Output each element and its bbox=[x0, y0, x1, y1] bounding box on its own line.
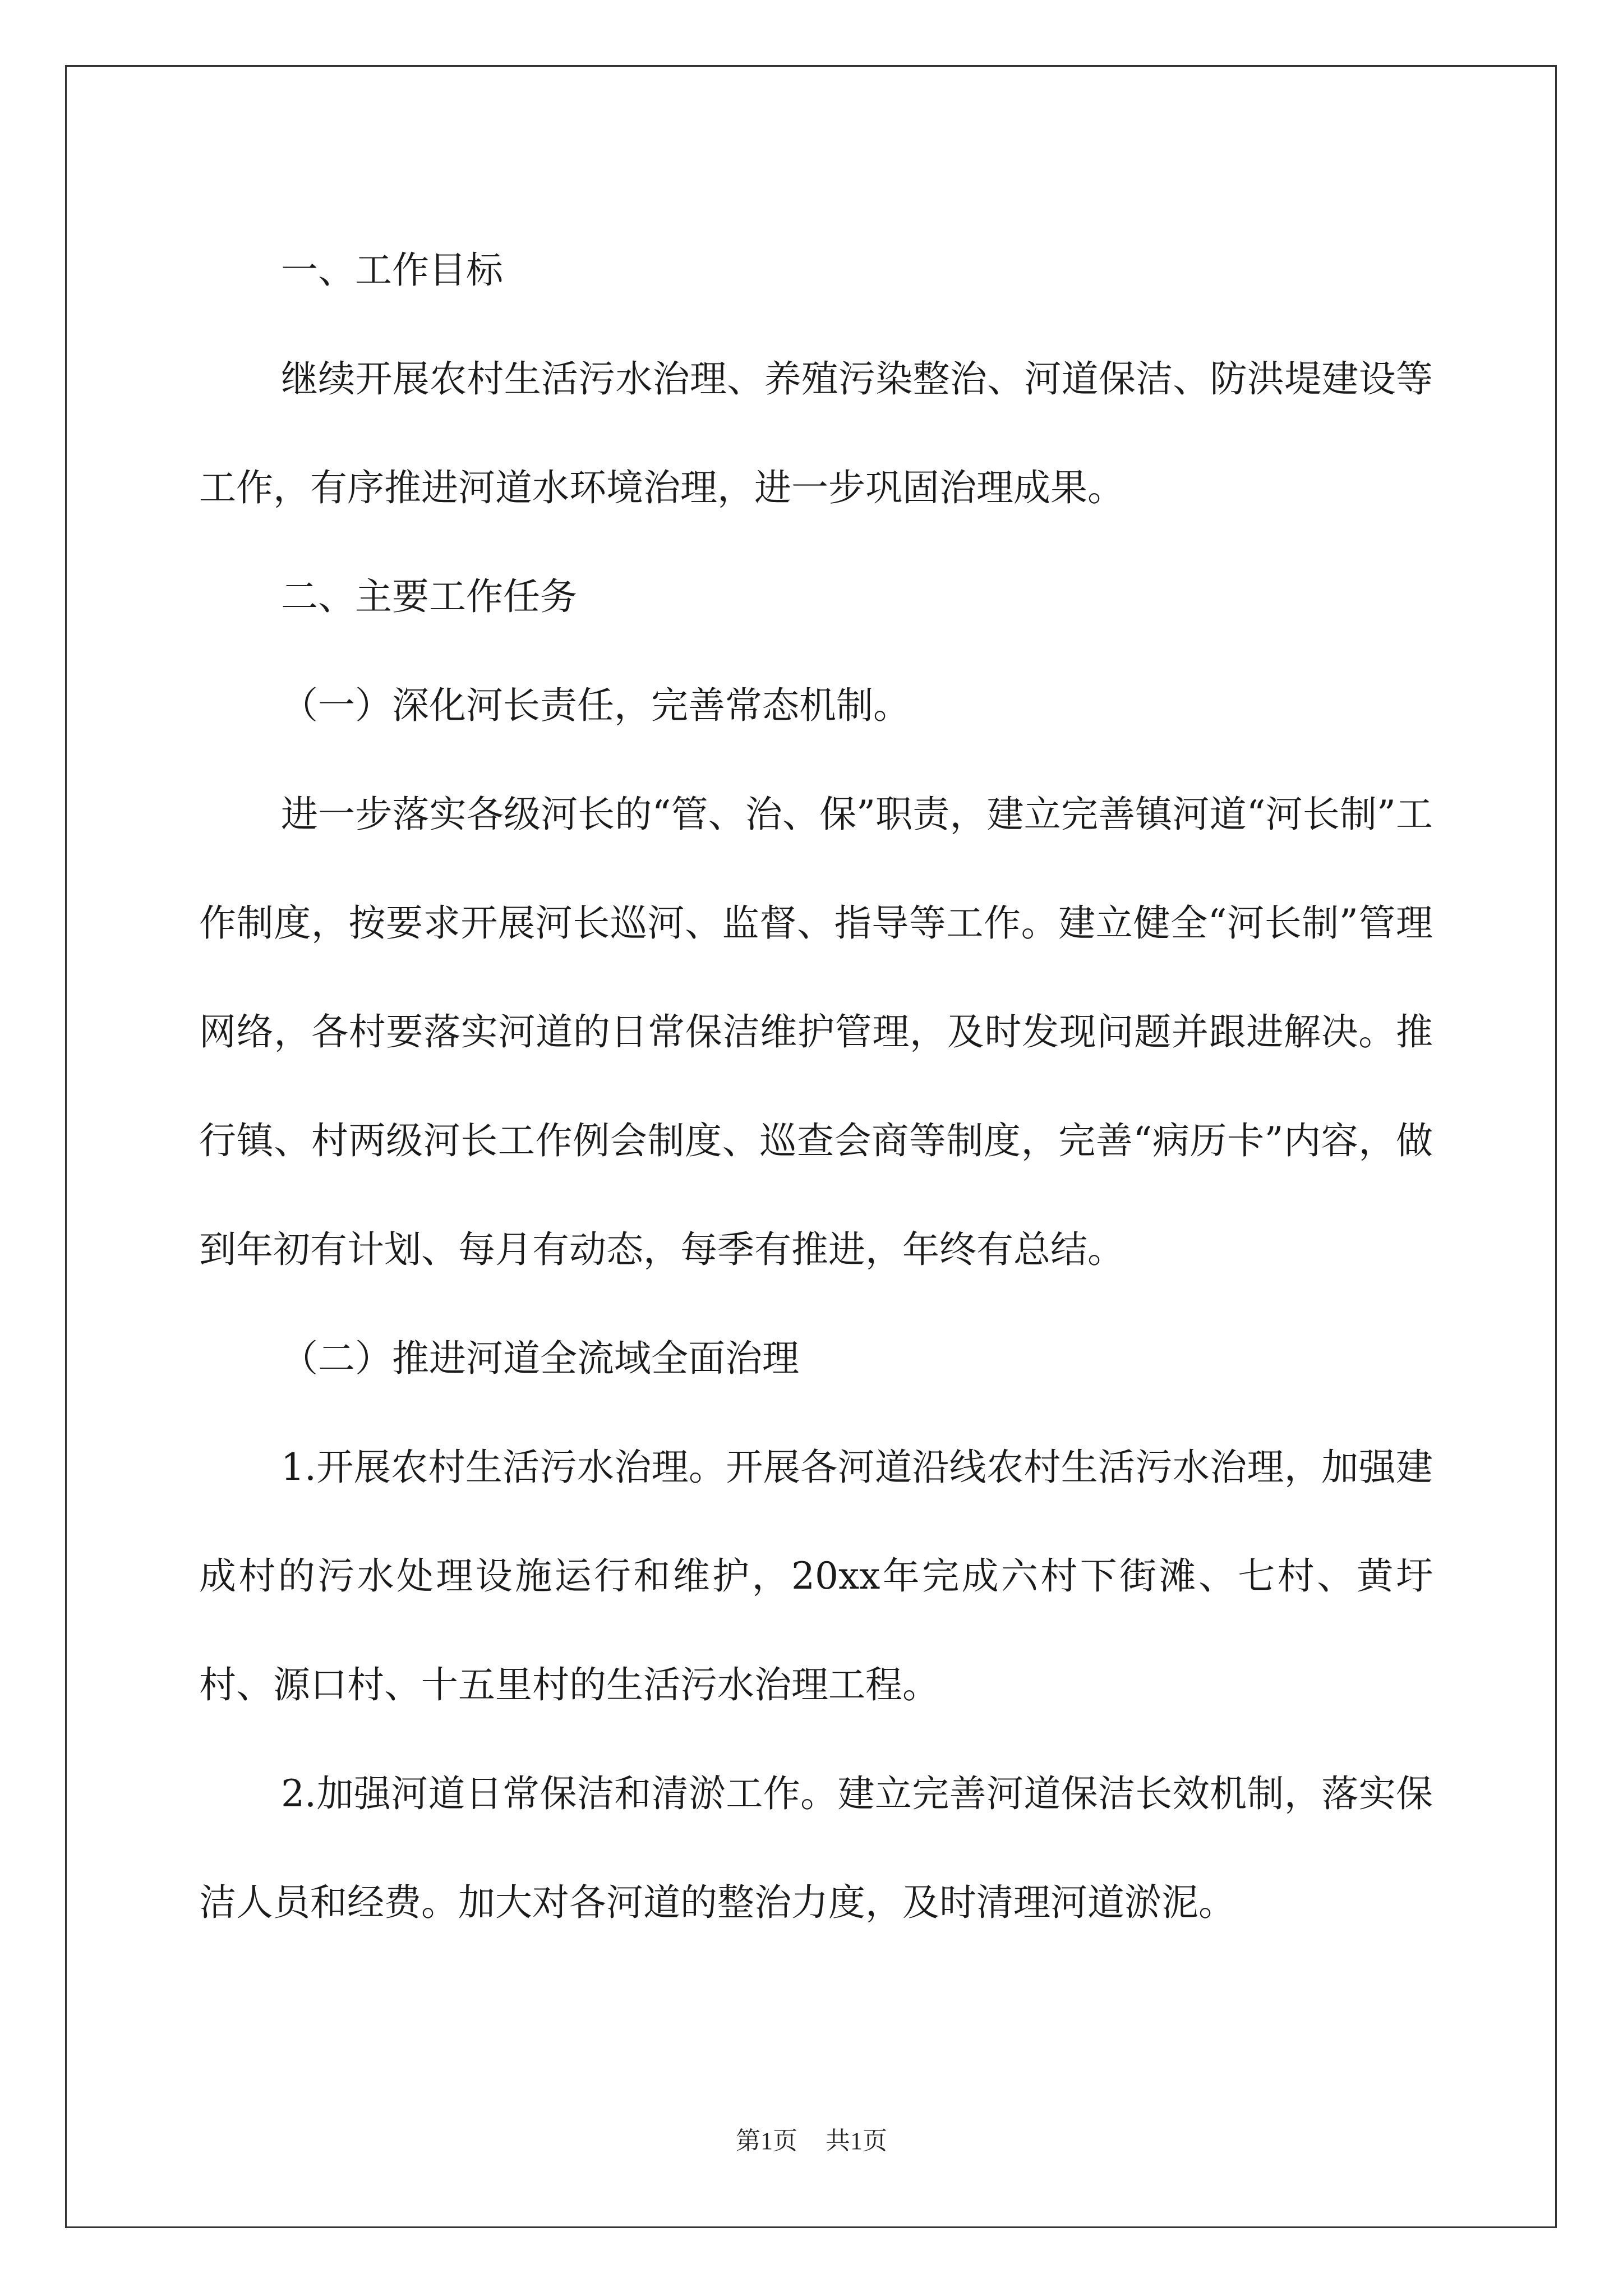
subsection-heading-river-chief: （一）深化河长责任，完善常态机制。 bbox=[281, 684, 910, 727]
page-total-label: 共1页 bbox=[826, 2127, 887, 2155]
section-heading-goals: 一、工作目标 bbox=[281, 249, 503, 292]
paragraph-river-chief: 进一步落实各级河长的“管、治、保”职责，建立完善镇河道“河长制”工作制度，按要求开展河长巡河、监督、指导等工作。建立健全“河长制”管理网络，各村要落实河道的日常保洁维护管理，及时发现问题并跟进解决。推行镇、村两级河长工作例会制度、巡查会商等制度，完善“病历卡”内容，做到年初有计划、每月有动态，每季有推进，年终有总结。 bbox=[199, 793, 1433, 1271]
section-heading-main-tasks: 二、主要工作任务 bbox=[281, 575, 577, 618]
paragraph-goals: 继续开展农村生活污水治理、养殖污染整治、河道保洁、防洪堤建设等工作，有序推进河道水环境治理，进一步巩固治理成果。 bbox=[199, 357, 1433, 509]
page-number-label: 第1页 bbox=[736, 2127, 797, 2155]
paragraph-sewage-treatment: 1.开展农村生活污水治理。开展各河道沿线农村生活污水治理，加强建成村的污水处理设施运行和维护，20xx年完成六村下街滩、七村、黄圩村、源口村、十五里村的生活污水治理工程。 bbox=[199, 1446, 1433, 1706]
document-body bbox=[199, 216, 1433, 1957]
paragraph-river-cleaning: 2.加强河道日常保洁和清淤工作。建立完善河道保洁长效机制，落实保洁人员和经费。加大对各河道的整治力度，及时清理河道淤泥。 bbox=[199, 1772, 1433, 1924]
subsection-heading-river-governance: （二）推进河道全流域全面治理 bbox=[281, 1337, 799, 1380]
page-footer bbox=[0, 2120, 1623, 2156]
